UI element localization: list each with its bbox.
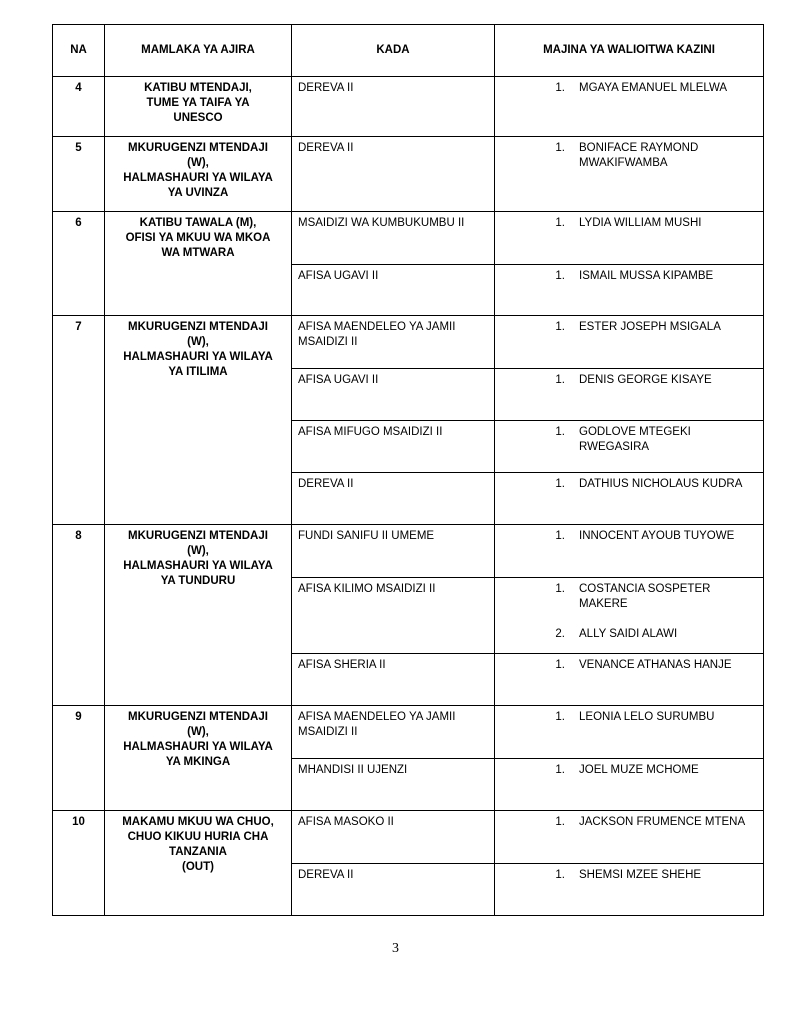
name-line: GODLOVE MTEGEKI xyxy=(579,426,691,438)
employer-line: (W), xyxy=(187,726,209,738)
name-number: 1. xyxy=(555,426,565,438)
row-number: 9 xyxy=(53,706,105,811)
name-entry xyxy=(495,81,757,96)
row-number: 10 xyxy=(53,811,105,916)
name-number: 1. xyxy=(555,869,565,881)
name-text xyxy=(579,373,757,388)
row-number: 6 xyxy=(53,212,105,316)
names-cell xyxy=(495,77,764,137)
row-number: 4 xyxy=(53,77,105,137)
cadre-cell xyxy=(292,811,495,864)
employer-line: (W), xyxy=(187,545,209,557)
name-number: 1. xyxy=(555,478,565,490)
employer-line: UNESCO xyxy=(173,112,223,124)
names-cell xyxy=(495,811,764,864)
name-text xyxy=(579,582,757,612)
name-entry xyxy=(495,216,757,231)
table-row xyxy=(53,77,764,137)
names-cell xyxy=(495,137,764,212)
employer-line: KATIBU TAWALA (M), xyxy=(139,217,257,229)
cadre-line: FUNDI SANIFU II UMEME xyxy=(298,530,435,542)
name-entry xyxy=(495,815,757,830)
cadre-cell xyxy=(292,265,495,316)
cadre-line: AFISA MASOKO II xyxy=(298,816,394,828)
employer-cell xyxy=(105,212,292,316)
names-cell xyxy=(495,759,764,811)
name-line: ESTER JOSEPH MSIGALA xyxy=(579,321,721,333)
row-number: 5 xyxy=(53,137,105,212)
name-number: 1. xyxy=(555,82,565,94)
header-na: NA xyxy=(53,25,105,77)
employer-line: CHUO KIKUU HURIA CHA xyxy=(127,831,269,843)
cadre-line: AFISA MAENDELEO YA JAMII xyxy=(298,711,456,723)
table-row xyxy=(53,525,764,578)
name-line: LYDIA WILLIAM MUSHI xyxy=(579,217,702,229)
name-text xyxy=(579,710,757,725)
name-text xyxy=(579,425,757,455)
names-cell xyxy=(495,421,764,473)
employer-line: TANZANIA xyxy=(169,846,227,858)
name-line: INNOCENT AYOUB TUYOWE xyxy=(579,530,735,542)
employer-line: MKURUGENZI MTENDAJI xyxy=(128,530,268,542)
employer-line: HALMASHAURI YA WILAYA xyxy=(123,741,273,753)
cadre-line: AFISA MIFUGO MSAIDIZI II xyxy=(298,426,443,438)
name-entry xyxy=(495,425,757,455)
name-text xyxy=(579,763,757,778)
name-number: 1. xyxy=(555,816,565,828)
employer-cell xyxy=(105,137,292,212)
names-cell xyxy=(495,265,764,316)
header-employer: MAMLAKA YA AJIRA xyxy=(105,25,292,77)
cadre-cell xyxy=(292,706,495,759)
employer-line: YA UVINZA xyxy=(167,187,229,199)
name-line: MGAYA EMANUEL MLELWA xyxy=(579,82,728,94)
cadre-line: AFISA KILIMO MSAIDIZI II xyxy=(298,583,436,595)
employer-cell xyxy=(105,706,292,811)
name-line: DENIS GEORGE KISAYE xyxy=(579,374,712,386)
cadre-line: DEREVA II xyxy=(298,869,354,881)
employer-line: YA TUNDURU xyxy=(160,575,236,587)
name-line: DATHIUS NICHOLAUS KUDRA xyxy=(579,478,743,490)
cadre-cell xyxy=(292,759,495,811)
cadre-cell xyxy=(292,864,495,916)
name-line: BONIFACE RAYMOND xyxy=(579,142,699,154)
names-cell xyxy=(495,864,764,916)
cadre-line: AFISA UGAVI II xyxy=(298,270,379,282)
name-number: 1. xyxy=(555,374,565,386)
name-number: 1. xyxy=(555,711,565,723)
employer-line: MKURUGENZI MTENDAJI xyxy=(128,321,268,333)
table-row xyxy=(53,212,764,265)
cadre-cell xyxy=(292,369,495,421)
name-entry xyxy=(495,763,757,778)
employer-line: HALMASHAURI YA WILAYA xyxy=(123,351,273,363)
names-cell xyxy=(495,369,764,421)
name-number: 1. xyxy=(555,321,565,333)
employer-line: TUME YA TAIFA YA xyxy=(146,97,250,109)
name-entry xyxy=(495,320,757,335)
name-number: 1. xyxy=(555,142,565,154)
name-text xyxy=(579,868,757,883)
name-line: JACKSON FRUMENCE MTENA xyxy=(579,816,746,828)
name-number: 2. xyxy=(555,628,565,640)
names-cell xyxy=(495,578,764,654)
name-line: MWAKIFWAMBA xyxy=(579,157,668,169)
cadre-cell xyxy=(292,77,495,137)
cadre-cell xyxy=(292,421,495,473)
name-text xyxy=(579,320,757,335)
cadre-cell xyxy=(292,137,495,212)
employer-line: MKURUGENZI MTENDAJI xyxy=(128,711,268,723)
employer-line: YA ITILIMA xyxy=(168,366,228,378)
header-names: MAJINA YA WALIOITWA KAZINI xyxy=(495,25,764,77)
name-text xyxy=(579,658,757,673)
name-number: 1. xyxy=(555,583,565,595)
name-line: MAKERE xyxy=(579,598,628,610)
employer-cell xyxy=(105,525,292,706)
name-entry xyxy=(495,658,757,673)
name-line: LEONIA LELO SURUMBU xyxy=(579,711,715,723)
employer-line: (OUT) xyxy=(182,861,214,873)
name-line: COSTANCIA SOSPETER xyxy=(579,583,711,595)
table-row xyxy=(53,811,764,864)
name-entry xyxy=(495,627,757,642)
cadre-cell xyxy=(292,212,495,265)
name-text xyxy=(579,627,757,642)
name-line: RWEGASIRA xyxy=(579,441,650,453)
cadre-line: AFISA MAENDELEO YA JAMII xyxy=(298,321,456,333)
employer-line: (W), xyxy=(187,157,209,169)
row-number: 8 xyxy=(53,525,105,706)
header-row xyxy=(53,25,764,77)
cadre-line: DEREVA II xyxy=(298,142,354,154)
name-entry xyxy=(495,710,757,725)
name-number: 1. xyxy=(555,764,565,776)
employer-line: YA MKINGA xyxy=(165,756,231,768)
table-row xyxy=(53,706,764,759)
cadre-line: AFISA UGAVI II xyxy=(298,374,379,386)
name-entry xyxy=(495,141,757,171)
employer-line: WA MTWARA xyxy=(161,247,235,259)
header-cadre: KADA xyxy=(292,25,495,77)
name-entry xyxy=(495,373,757,388)
name-text xyxy=(579,815,757,830)
employer-cell xyxy=(105,77,292,137)
appointments-table xyxy=(52,24,764,916)
row-number: 7 xyxy=(53,316,105,525)
employer-line: MKURUGENZI MTENDAJI xyxy=(128,142,268,154)
cadre-line: DEREVA II xyxy=(298,82,354,94)
employer-cell xyxy=(105,811,292,916)
cadre-line: AFISA SHERIA II xyxy=(298,659,386,671)
name-number: 1. xyxy=(555,530,565,542)
name-line: VENANCE ATHANAS HANJE xyxy=(579,659,732,671)
table-row xyxy=(53,316,764,369)
cadre-line: MSAIDIZI II xyxy=(298,336,358,348)
name-line: JOEL MUZE MCHOME xyxy=(579,764,699,776)
table-row xyxy=(53,137,764,212)
employer-line: HALMASHAURI YA WILAYA xyxy=(123,560,273,572)
name-text xyxy=(579,477,757,492)
cadre-cell xyxy=(292,578,495,654)
names-cell xyxy=(495,654,764,706)
employer-line: KATIBU MTENDAJI, xyxy=(144,82,252,94)
cadre-line: DEREVA II xyxy=(298,478,354,490)
cadre-line: MSAIDIZI II xyxy=(298,726,358,738)
name-entry xyxy=(495,477,757,492)
name-line: ISMAIL MUSSA KIPAMBE xyxy=(579,270,714,282)
employer-line: (W), xyxy=(187,336,209,348)
cadre-cell xyxy=(292,316,495,369)
page-number: 3 xyxy=(392,941,399,956)
name-text xyxy=(579,141,757,171)
employer-line: MAKAMU MKUU WA CHUO, xyxy=(122,816,274,828)
name-number: 1. xyxy=(555,217,565,229)
name-entry xyxy=(495,868,757,883)
name-line: SHEMSI MZEE SHEHE xyxy=(579,869,702,881)
name-number: 1. xyxy=(555,270,565,282)
name-text xyxy=(579,216,757,231)
name-number: 1. xyxy=(555,659,565,671)
employer-line: HALMASHAURI YA WILAYA xyxy=(123,172,273,184)
names-cell xyxy=(495,316,764,369)
names-cell xyxy=(495,706,764,759)
name-entry xyxy=(495,269,757,284)
employer-cell xyxy=(105,316,292,525)
cadre-cell xyxy=(292,525,495,578)
name-entry xyxy=(495,582,757,612)
name-entry xyxy=(495,529,757,544)
name-text xyxy=(579,269,757,284)
name-text xyxy=(579,529,757,544)
names-cell xyxy=(495,473,764,525)
cadre-cell xyxy=(292,473,495,525)
names-cell xyxy=(495,525,764,578)
cadre-cell xyxy=(292,654,495,706)
employer-line: OFISI YA MKUU WA MKOA xyxy=(125,232,271,244)
names-cell xyxy=(495,212,764,265)
name-line: ALLY SAIDI ALAWI xyxy=(579,628,678,640)
cadre-line: MSAIDIZI WA KUMBUKUMBU II xyxy=(298,217,465,229)
cadre-line: MHANDISI II UJENZI xyxy=(298,764,408,776)
name-text xyxy=(579,81,757,96)
